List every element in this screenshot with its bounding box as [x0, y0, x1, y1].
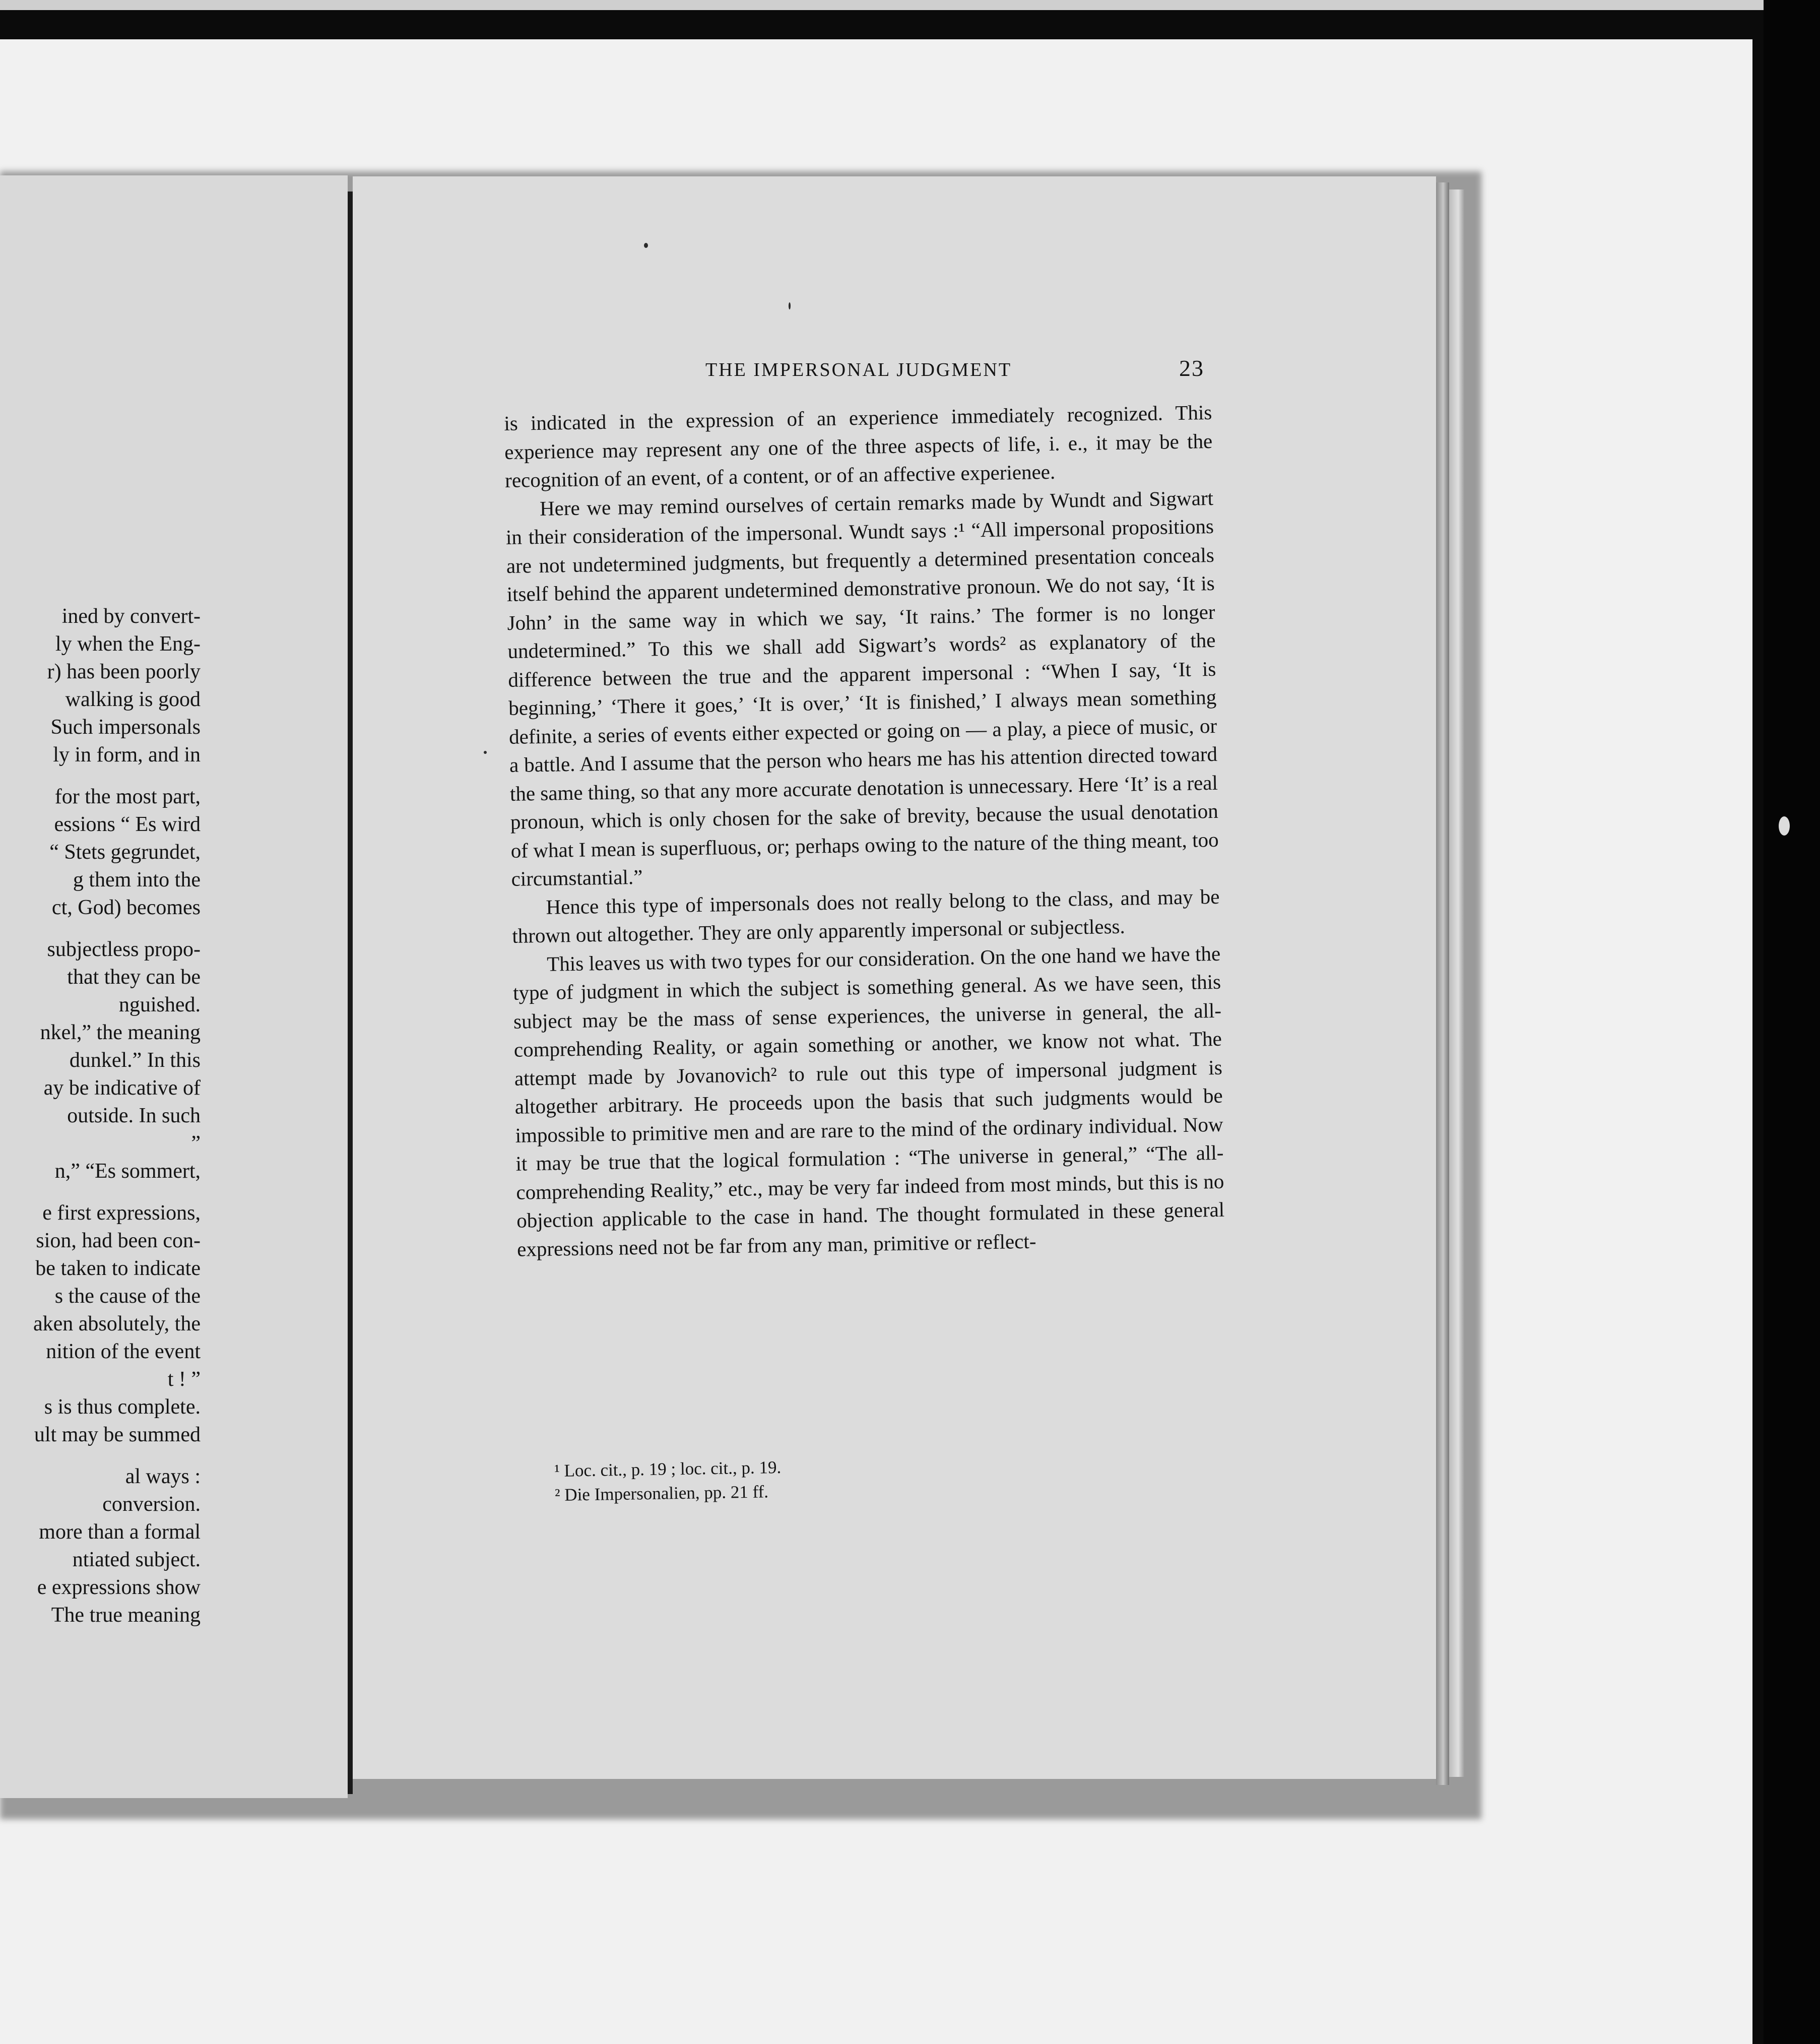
left-page-line: sion, had been con- [36, 1229, 201, 1252]
left-page-line: nkel,” the meaning [40, 1021, 201, 1044]
left-page-line: t ! ” [167, 1368, 201, 1391]
dust-speck [644, 243, 648, 248]
left-page-line: be taken to indicate [35, 1257, 201, 1280]
left-page-line: ” [191, 1132, 201, 1155]
left-page-line: r) has been poorly [47, 660, 201, 683]
left-page-line: aken absolutely, the [33, 1312, 201, 1335]
left-page-line: dunkel.” In this [69, 1049, 201, 1072]
left-page-line: ay be indicative of [43, 1076, 201, 1100]
left-page-line: that they can be [67, 966, 201, 989]
body-text [504, 398, 1225, 1263]
left-page-line: “ Stets gegrundet, [49, 841, 201, 864]
left-page-line: subjectless propo- [47, 938, 201, 961]
left-page-gap [33, 1449, 201, 1463]
left-page-line: nition of the event [46, 1340, 201, 1363]
left-page-line: ct, God) becomes [51, 896, 201, 919]
left-page-line: ined by convert- [61, 605, 201, 628]
left-page-line: e expressions show [37, 1576, 201, 1599]
book-gutter [348, 191, 353, 1794]
left-page-gap [33, 1185, 201, 1199]
paragraph-2: Here we may remind ourselves of certain remarks made by Wundt and Sigwart in their consideration of the impersonal. Wundt says :¹ “All impersonal propositions are not undetermined judgments, but frequently a determined presentation conceals itself behind the apparent undetermined demonstrative pronoun. We do not say, ‘It is John’ in the same way in which we say, ‘It rains.’ The former is no longer undetermined.” To this we shall add Sigwart’s words² as explanatory of the difference between the true and the apparent impersonal : “When I say, ‘It is beginning,’ ‘There it goes,’ ‘It is over,’ ‘It is finished,’ I always mean something definite, a series of events either expected or going on — a play, a piece of music, or a battle. And I assume that the person who hears me has his attention directed toward the same thing, so that any more accurate denotation is unnecessary. Here ‘It’ is a real pronoun, which is only chosen for the sake of brevity, because the usual denotation of what I mean is superfluous, or; perhaps owing to the nature of the thing meant, too circumstantial.” [505, 486, 1219, 890]
left-page-line: essions “ Es wird [54, 813, 201, 836]
left-page-line: ly when the Eng- [55, 632, 201, 656]
left-page-line: nguished. [118, 993, 201, 1016]
footnote-1: ¹ Loc. cit., p. 19 ; loc. cit., p. 19. [554, 1457, 782, 1481]
footnote-2: ² Die Impersonalien, pp. 21 ff. [554, 1482, 769, 1505]
left-page-line: The true meaning [51, 1604, 201, 1627]
dust-speck [484, 751, 487, 754]
left-page-gap [33, 769, 201, 783]
paragraph-1: is indicated in the expression of an experience immediately recognized. This experience may represent any one of the three aspects of life, i. e., it may be the recognition of an event, of a content, or of an affective experienee. [504, 400, 1213, 492]
film-right-edge [1764, 0, 1820, 2044]
dust-speck [789, 302, 791, 309]
left-page-line: ly in form, and in [53, 743, 201, 766]
page-edge [1436, 182, 1449, 1785]
left-page-line: walking is good [65, 688, 201, 711]
left-page-line: for the most part, [54, 785, 201, 808]
left-page-line: outside. In such [67, 1104, 201, 1127]
film-top-strip [0, 0, 1820, 10]
footnotes [554, 1449, 1210, 1507]
left-page-line: n,” “Es sommert, [54, 1160, 201, 1183]
left-page-line: ult may be summed [34, 1423, 201, 1446]
left-page-line: more than a formal [39, 1520, 201, 1544]
left-page-gap [33, 922, 201, 936]
paragraph-4: This leaves us with two types for our consideration. On the one hand we have the type of judgment in which the subject is something general. As we have seen, this subject may be the mass of sense experiences, the universe in general, the all-comprehending Reality, or again something or another, we know not what. The attempt made by Jovanovich² to rule out this type of impersonal judgment is altogether arbitrary. He proceeds upon the basis that such judgments would be impossible to primitive men and are rare to the mind of the ordinary individual. Now it may be true that the logical formulation : “The universe in general,” “The all-comprehending Reality,” etc., may be very far indeed from most minds, but this is no objection applicable to the case in hand. The thought formulated in these general expressions need not be far from any man, primitive or reflect- [512, 941, 1225, 1261]
left-page [0, 175, 348, 1798]
left-page-line: ntiated subject. [72, 1548, 201, 1571]
left-page-text [33, 603, 201, 1629]
left-page-line: conversion. [102, 1493, 201, 1516]
page-edge-stack [1449, 189, 1464, 1777]
paragraph-3: Hence this type of impersonals does not really belong to the class, and may be thrown out altogether. They are only apparently impersonal or subjectless. [512, 884, 1220, 947]
left-page-line: al ways : [125, 1465, 201, 1488]
left-page-line: e first expressions, [42, 1201, 201, 1225]
page-number: 23 [1179, 355, 1204, 381]
dust-speck [1779, 816, 1790, 836]
left-page-line: Such impersonals [50, 716, 201, 739]
running-head-title: THE IMPERSONAL JUDGMENT [705, 359, 1012, 380]
left-page-line: g them into the [73, 868, 201, 891]
left-page-line: s the cause of the [54, 1285, 201, 1308]
left-page-line: s is thus complete. [44, 1395, 201, 1419]
